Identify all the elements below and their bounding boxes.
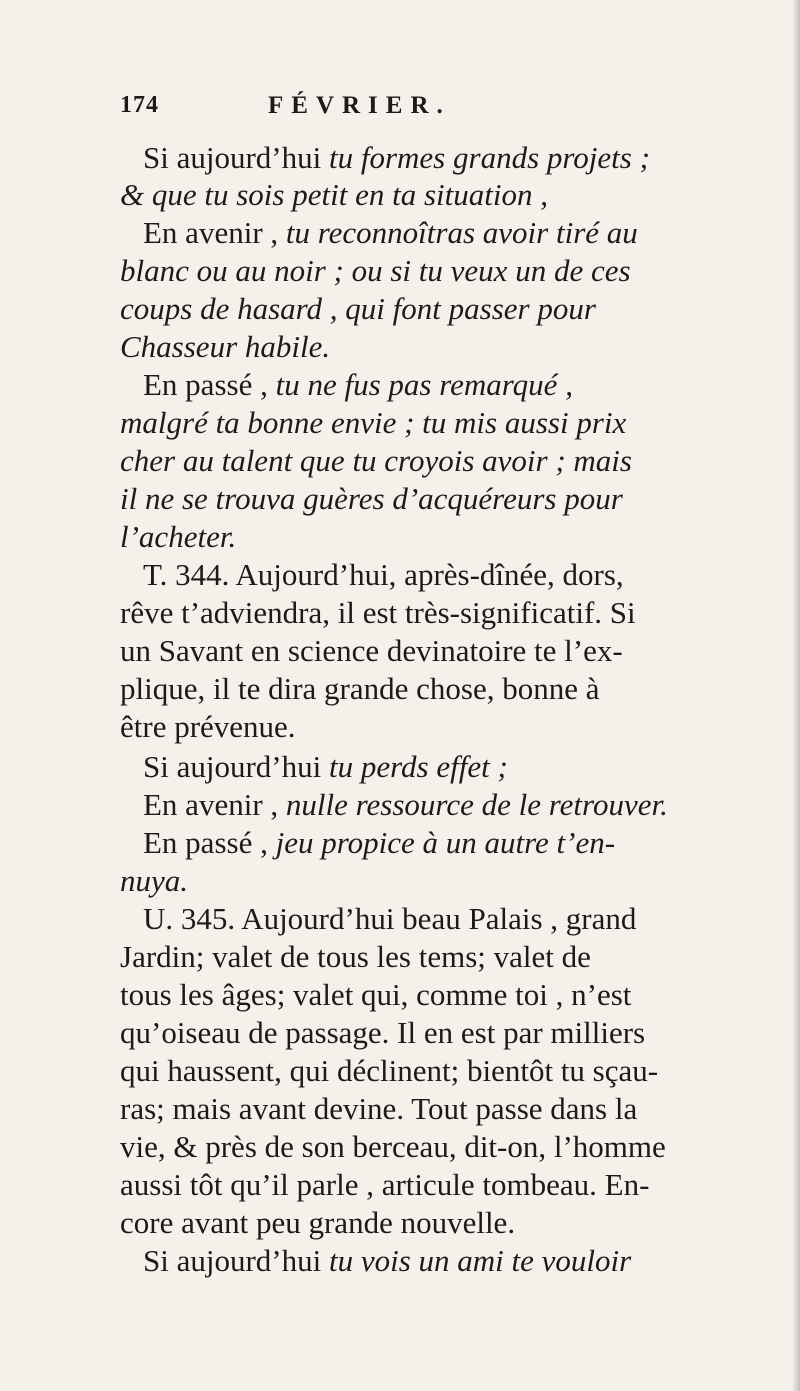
- italic-text: nulle ressource de le retrouver.: [285, 787, 668, 822]
- italic-text: tu ne fus pas remarqué ,: [275, 367, 573, 402]
- text-line: [120, 442, 632, 480]
- roman-text: core avant peu grande nouvelle.: [120, 1205, 516, 1240]
- roman-text: U. 345. Aujourd’hui beau Palais , grand: [143, 901, 637, 936]
- italic-text: tu perds effet ;: [329, 749, 508, 784]
- roman-text: Si aujourd’hui: [143, 749, 329, 784]
- running-head: FÉVRIER.: [268, 92, 451, 119]
- roman-text: vie, & près de son berceau, dit-on, l’homme: [120, 1129, 666, 1164]
- page-edge-shadow: [792, 0, 800, 1391]
- italic-text: nuya.: [120, 863, 189, 898]
- text-line: [143, 748, 508, 786]
- text-line: [120, 1204, 515, 1242]
- italic-text: Chasseur habile.: [120, 329, 331, 364]
- roman-text: plique, il te dira grande chose, bonne à: [120, 671, 600, 706]
- text-line: [120, 176, 548, 214]
- roman-text: rêve t’adviendra, il est très-significatif. Si: [120, 595, 636, 630]
- text-line: [143, 1242, 631, 1280]
- text-line: [143, 786, 668, 824]
- text-line: [120, 1052, 658, 1090]
- text-line: [143, 139, 650, 177]
- text-line: [120, 670, 599, 708]
- text-line: [143, 366, 573, 404]
- italic-text: tu reconnoîtras avoir tiré au: [285, 215, 638, 250]
- italic-text: & que tu sois petit en ta situation ,: [120, 177, 548, 212]
- roman-text: tous les âges; valet qui, comme toi , n’est: [120, 977, 632, 1012]
- roman-text: En avenir ,: [143, 215, 286, 250]
- text-line: [143, 824, 615, 862]
- text-line: [120, 708, 296, 746]
- text-line: [143, 900, 636, 938]
- roman-text: aussi tôt qu’il parle , articule tombeau. En-: [120, 1167, 650, 1202]
- italic-text: tu formes grands projets ;: [329, 140, 650, 175]
- text-line: [120, 862, 188, 900]
- roman-text: être prévenue.: [120, 709, 296, 744]
- text-line: [120, 404, 626, 442]
- text-line: [120, 1090, 637, 1128]
- roman-text: En passé ,: [143, 825, 276, 860]
- italic-text: cher au talent que tu croyois avoir ; mais: [120, 443, 632, 478]
- text-line: [120, 1166, 649, 1204]
- roman-text: En avenir ,: [143, 787, 286, 822]
- roman-text: Jardin; valet de tous les tems; valet de: [120, 939, 591, 974]
- text-line: [143, 214, 638, 252]
- roman-text: un Savant en science devinatoire te l’ex-: [120, 633, 623, 668]
- text-line: [120, 632, 623, 670]
- text-line: [120, 480, 623, 518]
- italic-text: coups de hasard , qui font passer pour: [120, 291, 596, 326]
- italic-text: blanc ou au noir ; ou si tu veux un de ces: [120, 253, 631, 288]
- text-line: [120, 594, 636, 632]
- italic-text: jeu propice à un autre t’en-: [275, 825, 616, 860]
- page-number: 174: [120, 92, 159, 118]
- roman-text: Si aujourd’hui: [143, 140, 329, 175]
- italic-text: il ne se trouva guères d’acquéreurs pour: [120, 481, 623, 516]
- page-header: [120, 92, 752, 130]
- text-line: [120, 938, 591, 976]
- text-line: [120, 290, 596, 328]
- italic-text: l’acheter.: [120, 519, 237, 554]
- italic-text: tu vois un ami te vouloir: [329, 1243, 632, 1278]
- roman-text: qu’oiseau de passage. Il en est par milliers: [120, 1015, 646, 1050]
- text-line: [120, 1014, 645, 1052]
- roman-text: T. 344. Aujourd’hui, après-dînée, dors,: [143, 557, 624, 592]
- roman-text: qui haussent, qui déclinent; bientôt tu sçau-: [120, 1053, 659, 1088]
- italic-text: malgré ta bonne envie ; tu mis aussi prix: [120, 405, 627, 440]
- text-line: [120, 518, 236, 556]
- roman-text: Si aujourd’hui: [143, 1243, 329, 1278]
- roman-text: ras; mais avant devine. Tout passe dans la: [120, 1091, 638, 1126]
- text-line: [143, 556, 624, 594]
- text-line: [120, 976, 631, 1014]
- text-line: [120, 252, 631, 290]
- roman-text: En passé ,: [143, 367, 276, 402]
- text-line: [120, 328, 330, 366]
- text-line: [120, 1128, 666, 1166]
